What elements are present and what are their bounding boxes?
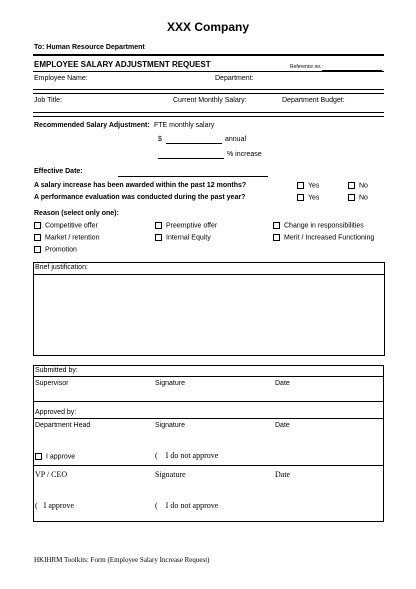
reason-label-text: Merit / Increased Functioning: [284, 234, 375, 242]
yes-label: Yes: [308, 194, 320, 202]
submitted-by-label: Submitted by:: [35, 367, 78, 374]
checkbox-icon[interactable]: [273, 234, 280, 241]
checkbox-icon[interactable]: [348, 194, 355, 201]
signoff-top-line: [33, 365, 384, 366]
checkbox-icon[interactable]: [155, 222, 162, 229]
approve-label: I approve: [46, 453, 76, 461]
checkbox-icon[interactable]: [35, 453, 42, 460]
reason-label-text: Promotion: [45, 246, 77, 254]
reason-competitive-offer[interactable]: [34, 222, 98, 229]
checkbox-icon[interactable]: [297, 182, 304, 189]
checkbox-icon[interactable]: [273, 222, 280, 229]
justification-label: Brief justification:: [35, 264, 88, 271]
reason-label-text: Market / retention: [45, 234, 100, 242]
header-divider: [33, 54, 384, 56]
no-label: No: [359, 182, 368, 190]
annual-amount-field[interactable]: [166, 143, 222, 144]
question-performance-evaluation: A performance evaluation was conducted during the past year?: [34, 194, 246, 201]
question-recent-increase: A salary increase has been awarded within the past 12 months?: [34, 182, 247, 189]
signoff-right-border: [383, 365, 384, 522]
checkbox-icon[interactable]: [155, 234, 162, 241]
vp-ceo-label: VP / CEO: [35, 470, 68, 479]
vp-ceo-signature-label: Signature: [155, 470, 186, 479]
reason-label-text: Change in responsibilities: [284, 222, 364, 230]
q2-no-option[interactable]: [348, 194, 368, 201]
footer-text: HKIHRM Toolkits: Form (Employee Salary Increase Request): [34, 556, 210, 564]
employee-row-divider: [33, 93, 384, 94]
reason-promotion[interactable]: [34, 246, 77, 253]
reason-label-text: Internal Equity: [166, 234, 211, 242]
q1-yes-option[interactable]: [297, 182, 319, 189]
reject-label: I do not approve: [165, 451, 219, 460]
checkbox-icon[interactable]: [297, 194, 304, 201]
reject-label: I do not approve: [165, 501, 219, 510]
no-label: No: [359, 194, 368, 202]
company-name: XXX Company: [166, 20, 250, 34]
signoff-left-border: [33, 365, 34, 522]
signoff-bottom-line: [33, 521, 384, 522]
justification-box[interactable]: [33, 262, 385, 356]
reason-label-text: Preemptive offer: [166, 222, 218, 230]
reason-merit[interactable]: [273, 234, 374, 241]
approve-label: I approve: [43, 501, 75, 510]
reason-label-text: Competitive offer: [45, 222, 98, 230]
department-head-date-label: Date: [275, 422, 290, 429]
title-divider: [33, 71, 384, 72]
open-paren-icon: (: [155, 451, 158, 460]
approved-divider: [33, 418, 384, 419]
reason-label: Reason (select only one):: [34, 210, 119, 217]
checkbox-icon[interactable]: [34, 246, 41, 253]
employee-name-line[interactable]: [33, 89, 384, 90]
effective-date-field[interactable]: [118, 176, 268, 177]
department-head-reject-option[interactable]: [155, 451, 218, 460]
supervisor-date-label: Date: [275, 380, 290, 387]
dollar-sign: $: [158, 136, 162, 143]
approved-by-label: Approved by:: [35, 409, 77, 416]
q2-yes-option[interactable]: [297, 194, 319, 201]
department-head-row-divider: [33, 465, 384, 466]
recipient-line: To: Human Resource Department: [34, 44, 145, 51]
supervisor-signature-label: Signature: [155, 380, 185, 387]
reason-internal-equity[interactable]: [155, 234, 211, 241]
submitted-divider: [33, 376, 384, 377]
dept-budget-label: Department Budget:: [282, 97, 345, 104]
department-head-approve-option[interactable]: [35, 453, 75, 460]
vp-ceo-reject-option[interactable]: [155, 501, 218, 510]
q1-no-option[interactable]: [348, 182, 368, 189]
recommended-label: Recommended Salary Adjustment:: [34, 122, 150, 129]
yes-label: Yes: [308, 182, 320, 190]
supervisor-label: Supervisor: [35, 380, 69, 387]
percent-increase-label: % increase: [227, 151, 262, 158]
open-paren-icon: (: [155, 501, 158, 510]
reason-preemptive-offer[interactable]: [155, 222, 217, 229]
vp-ceo-approve-option[interactable]: [35, 501, 74, 510]
checkbox-icon[interactable]: [34, 234, 41, 241]
department-label: Department:: [215, 75, 254, 82]
checkbox-icon[interactable]: [348, 182, 355, 189]
job-row-divider: [33, 116, 384, 117]
vp-ceo-date-label: Date: [275, 470, 291, 479]
department-head-label: Department Head: [35, 422, 91, 429]
open-paren-icon: (: [35, 501, 38, 510]
job-title-line[interactable]: [33, 112, 384, 113]
fte-label: FTE monthly salary: [154, 122, 215, 129]
annual-label: annual: [225, 136, 247, 143]
justification-header-line: [33, 274, 384, 275]
supervisor-row-divider: [33, 401, 384, 402]
current-salary-label: Current Monthly Salary:: [173, 97, 247, 104]
checkbox-icon[interactable]: [34, 222, 41, 229]
department-head-signature-label: Signature: [155, 422, 185, 429]
reference-label: Reference no.:: [290, 64, 323, 70]
job-title-label: Job Title:: [34, 97, 63, 104]
effective-date-label: Effective Date:: [34, 168, 83, 175]
employee-name-label: Employee Name:: [34, 75, 88, 82]
reason-market-retention[interactable]: [34, 234, 99, 241]
reason-change-responsibilities[interactable]: [273, 222, 364, 229]
percent-increase-field[interactable]: [158, 158, 224, 159]
form-title: EMPLOYEE SALARY ADJUSTMENT REQUEST: [34, 60, 211, 69]
